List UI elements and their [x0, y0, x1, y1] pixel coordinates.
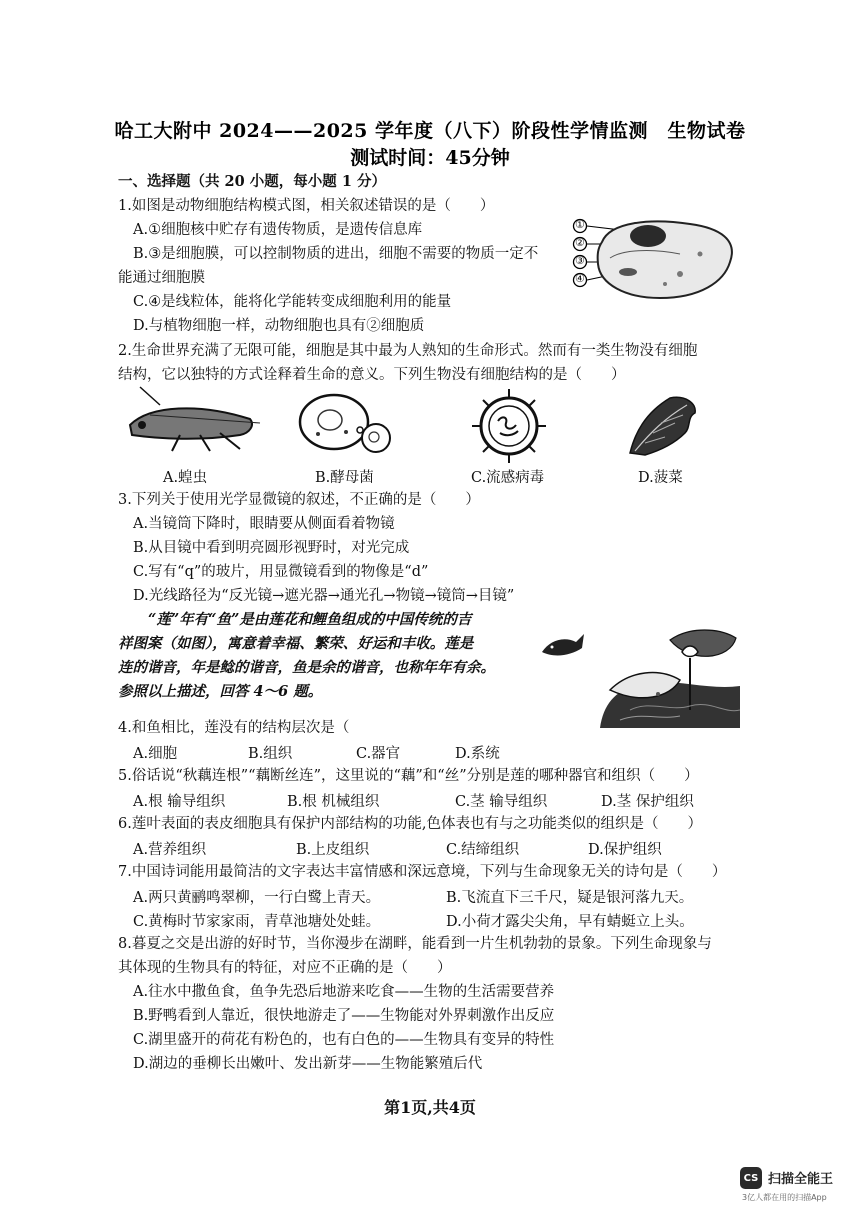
q4-option-a: A.细胞: [133, 746, 178, 762]
animal-cell-figure: [570, 214, 745, 304]
scanner-logo-icon: CS: [740, 1167, 762, 1189]
q1-option-a: A.①细胞核中贮存有遗传物质，是遗传信息库: [133, 222, 423, 238]
cell-label-1: ①: [575, 218, 585, 231]
flu-virus-image: [470, 387, 548, 465]
q2-option-c: C.流感病毒: [471, 470, 545, 486]
q6-stem: 6.莲叶表面的表皮细胞具有保护内部结构的功能,色体表也有与之功能类似的组织是（ ）: [118, 816, 702, 832]
q3-option-c: C.写有“q”的玻片，用显微镜看到的物像是“d”: [133, 564, 429, 580]
q8-option-c: C.湖里盛开的荷花有粉色的，也有白色的——生物具有变异的特性: [133, 1032, 555, 1048]
exam-title: 哈工大附中 2024——2025 学年度（八下）阶段性学情监测 生物试卷: [114, 120, 746, 142]
passage-line3: 连的谐音，年是鲶的谐音，鱼是余的谐音，也称年年有余。: [118, 659, 495, 676]
cell-label-3: ③: [575, 254, 585, 267]
q6-option-c: C.结缔组织: [446, 842, 520, 858]
scanner-brand-name: 扫描全能王: [768, 1172, 834, 1187]
q5-option-a: A.根 输导组织: [133, 794, 226, 810]
spinach-image: [625, 393, 700, 458]
q2-option-d: D.菠菜: [638, 470, 683, 486]
q7-option-c: C.黄梅时节家家雨，青草池塘处处蛙。: [133, 914, 381, 930]
q4-stem: 4.和鱼相比，莲没有的结构层次是（: [118, 720, 350, 736]
q7-stem: 7.中国诗词能用最简洁的文字表达丰富情感和深远意境，下列与生命现象无关的诗句是（ ）: [118, 864, 727, 880]
section-heading: 一、选择题（共 20 小题，每小题 1 分）: [118, 173, 386, 190]
passage-line4: 参照以上描述，回答 4～6 题。: [118, 683, 323, 700]
q4-option-d: D.系统: [455, 746, 500, 762]
q6-option-b: B.上皮组织: [296, 842, 370, 858]
page-number: 第1页,共4页: [384, 1098, 476, 1117]
q5-stem: 5.俗话说“秋藕连根”“藕断丝连”，这里说的“藕”和“丝”分别是莲的哪种器官和组织（ ）: [118, 768, 699, 784]
q3-option-a: A.当镜筒下降时，眼睛要从侧面看着物镜: [133, 516, 395, 532]
q2-stem-line2: 结构，它以独特的方式诠释着生命的意义。下列生物没有细胞结构的是（ ）: [118, 367, 626, 383]
cell-label-2: ②: [575, 236, 585, 249]
q1-option-c: C.④是线粒体，能将化学能转变成细胞利用的能量: [133, 294, 452, 310]
q4-option-b: B.组织: [248, 746, 293, 762]
scanner-tagline: 3亿人都在用的扫描App: [742, 1193, 827, 1202]
q1-stem: 1.如图是动物细胞结构模式图，相关叙述错误的是（ ）: [118, 198, 495, 214]
q7-option-d: D.小荷才露尖尖角，早有蜻蜓立上头。: [446, 914, 694, 930]
locust-image: [120, 385, 265, 455]
q1-option-d: D.与植物细胞一样，动物细胞也具有②细胞质: [133, 318, 425, 334]
passage-line1: “莲”年有“鱼”是由莲花和鲤鱼组成的中国传统的吉: [148, 611, 472, 628]
yeast-image: [296, 392, 396, 457]
q8-option-a: A.往水中撒鱼食，鱼争先恐后地游来吃食——生物的生活需要营养: [133, 984, 555, 1000]
passage-line2: 祥图案（如图），寓意着幸福、繁荣、好运和丰收。莲是: [118, 635, 474, 652]
q3-stem: 3.下列关于使用光学显微镜的叙述，不正确的是（ ）: [118, 492, 480, 508]
q8-stem-line2: 其体现的生物具有的特征，对应不正确的是（ ）: [118, 960, 452, 976]
q7-option-b: B.飞流直下三千尺，疑是银河落九天。: [446, 890, 694, 906]
q8-stem-line1: 8.暮夏之交是出游的好时节，当你漫步在湖畔，能看到一片生机勃勃的景象。下列生命现象与: [118, 936, 712, 952]
q2-option-a: A.蝗虫: [163, 470, 208, 486]
lotus-fish-illustration: [540, 620, 740, 728]
q5-option-b: B.根 机械组织: [287, 794, 380, 810]
q6-option-d: D.保护组织: [588, 842, 662, 858]
q1-option-b: B.③是细胞膜，可以控制物质的进出，细胞不需要的物质一定不: [133, 246, 539, 262]
q8-option-b: B.野鸭看到人靠近，很快地游走了——生物能对外界刺激作出反应: [133, 1008, 555, 1024]
q5-option-d: D.茎 保护组织: [601, 794, 694, 810]
q3-option-b: B.从目镜中看到明亮圆形视野时，对光完成: [133, 540, 410, 556]
q2-option-b: B.酵母菌: [315, 470, 374, 486]
q2-stem-line1: 2.生命世界充满了无限可能，细胞是其中最为人熟知的生命形式。然而有一类生物没有细胞: [118, 343, 698, 359]
q8-option-d: D.湖边的垂柳长出嫩叶、发出新芽——生物能繁殖后代: [133, 1056, 483, 1072]
cell-label-4: ④: [575, 272, 585, 285]
q4-option-c: C.器官: [356, 746, 401, 762]
q3-option-d: D.光线路径为“反光镜→遮光器→通光孔→物镜→镜筒→目镜”: [133, 588, 515, 604]
q6-option-a: A.营养组织: [133, 842, 207, 858]
q5-option-c: C.茎 输导组织: [455, 794, 548, 810]
exam-subtitle: 测试时间：45分钟: [350, 147, 510, 169]
q1-option-b-cont: 能通过细胞膜: [118, 270, 205, 286]
q7-option-a: A.两只黄鹂鸣翠柳，一行白鹭上青天。: [133, 890, 381, 906]
